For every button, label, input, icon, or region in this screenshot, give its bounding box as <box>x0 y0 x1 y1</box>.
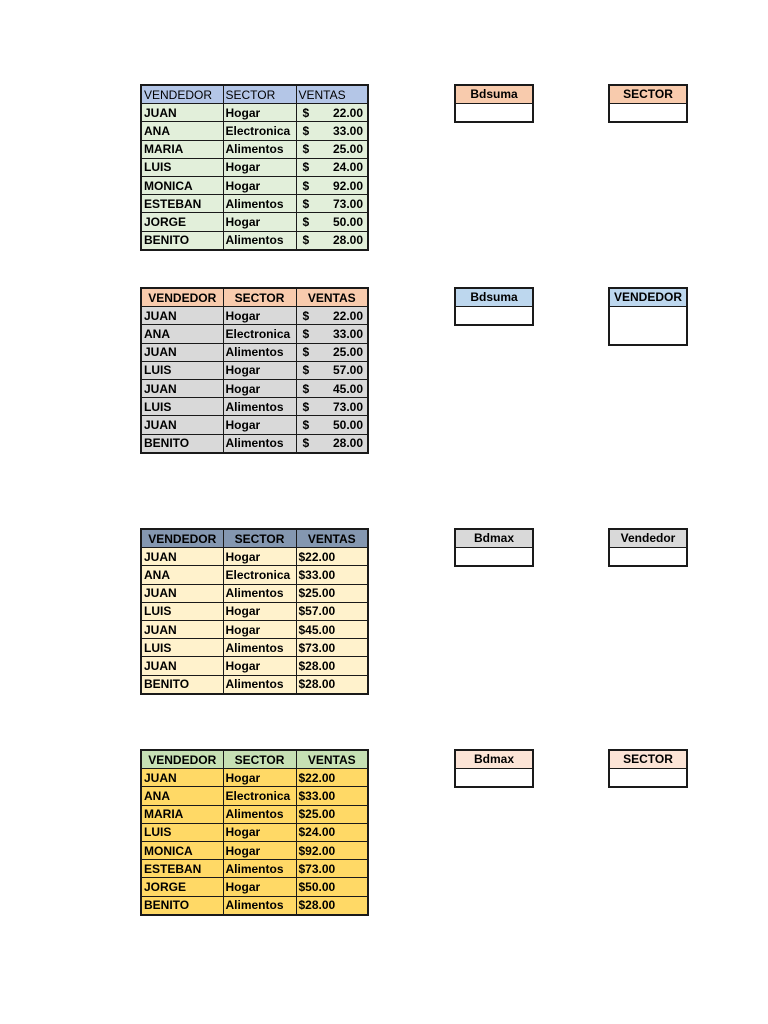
table-row <box>141 307 368 325</box>
header-vendedor[interactable]: VENDEDOR <box>141 288 223 307</box>
cell-sector[interactable]: Hogar <box>223 602 296 620</box>
cell-ventas[interactable]: $57.00 <box>296 602 368 620</box>
cell-vendedor[interactable]: JORGE <box>141 213 223 231</box>
currency-value <box>299 179 366 193</box>
cell-sector[interactable]: Alimentos <box>223 675 296 694</box>
table-row <box>141 657 368 675</box>
currency-symbol: $ <box>302 214 310 229</box>
cell-vendedor[interactable]: ANA <box>141 787 223 805</box>
amount: 22.00 <box>332 105 363 120</box>
criteria-label[interactable]: SECTOR <box>610 751 686 769</box>
cell-sector[interactable]: Hogar <box>223 416 296 434</box>
header-sector[interactable]: SECTOR <box>223 529 296 548</box>
cell-ventas[interactable]: $33.00 <box>296 566 368 584</box>
header-row <box>141 529 368 548</box>
cell-sector[interactable]: Electronica <box>223 122 296 140</box>
criteria-value-cell[interactable] <box>610 769 686 786</box>
table-row <box>141 675 368 694</box>
cell-vendedor[interactable]: JUAN <box>141 620 223 638</box>
currency-symbol: $ <box>302 160 310 175</box>
cell-sector[interactable]: Alimentos <box>223 434 296 453</box>
amount: 28.00 <box>332 436 363 451</box>
criteria-label[interactable]: VENDEDOR <box>610 289 686 307</box>
amount: 57.00 <box>332 363 363 378</box>
cell-ventas[interactable]: $45.00 <box>296 620 368 638</box>
amount: 45.00 <box>332 381 363 396</box>
amount: 25.00 <box>332 142 363 157</box>
currency-symbol: $ <box>302 381 310 396</box>
table-row <box>141 434 368 453</box>
table-row <box>141 343 368 361</box>
currency-symbol: $ <box>302 436 310 451</box>
cell-ventas[interactable] <box>296 176 368 194</box>
header-sector[interactable]: SECTOR <box>223 288 296 307</box>
cell-sector[interactable]: Hogar <box>223 657 296 675</box>
table-row <box>141 566 368 584</box>
cell-ventas[interactable] <box>296 379 368 397</box>
cell-ventas[interactable]: $28.00 <box>296 675 368 694</box>
currency-value <box>299 400 366 414</box>
criteria-label[interactable]: SECTOR <box>610 86 686 104</box>
cell-ventas[interactable] <box>296 104 368 122</box>
header-ventas[interactable]: VENTAS <box>296 85 368 104</box>
sales-table-4 <box>140 749 369 916</box>
cell-ventas[interactable] <box>296 122 368 140</box>
cell-ventas[interactable] <box>296 398 368 416</box>
criteria-value-cell[interactable] <box>610 548 686 565</box>
currency-symbol: $ <box>302 363 310 378</box>
cell-ventas[interactable]: $33.00 <box>296 787 368 805</box>
amount: 92.00 <box>332 178 363 193</box>
amount: 24.00 <box>332 160 363 175</box>
currency-value <box>299 233 366 247</box>
header-ventas[interactable]: VENTAS <box>296 529 368 548</box>
table-row <box>141 231 368 250</box>
cell-vendedor[interactable]: JUAN <box>141 343 223 361</box>
cell-ventas[interactable]: $25.00 <box>296 584 368 602</box>
cell-sector[interactable]: Hogar <box>223 769 296 787</box>
currency-symbol: $ <box>302 399 310 414</box>
table-row <box>141 176 368 194</box>
currency-symbol: $ <box>302 142 310 157</box>
header-row <box>141 750 368 769</box>
currency-value <box>299 436 366 450</box>
criteria-box-bdmax-4 <box>454 749 534 788</box>
amount: 50.00 <box>332 214 363 229</box>
cell-sector[interactable]: Alimentos <box>223 398 296 416</box>
cell-ventas[interactable]: $92.00 <box>296 841 368 859</box>
header-vendedor[interactable]: VENDEDOR <box>141 85 223 104</box>
cell-vendedor[interactable]: JUAN <box>141 657 223 675</box>
cell-vendedor[interactable]: ANA <box>141 122 223 140</box>
cell-sector[interactable]: Alimentos <box>223 639 296 657</box>
cell-vendedor[interactable]: ANA <box>141 325 223 343</box>
currency-symbol: $ <box>302 178 310 193</box>
currency-value <box>299 363 366 377</box>
cell-vendedor[interactable]: JUAN <box>141 548 223 566</box>
currency-value <box>299 215 366 229</box>
table-row <box>141 860 368 878</box>
table-row <box>141 398 368 416</box>
cell-vendedor[interactable]: JUAN <box>141 379 223 397</box>
table-row <box>141 104 368 122</box>
cell-ventas[interactable] <box>296 307 368 325</box>
cell-sector[interactable]: Hogar <box>223 823 296 841</box>
cell-ventas[interactable]: $22.00 <box>296 769 368 787</box>
sales-table-3 <box>140 528 369 695</box>
cell-sector[interactable]: Hogar <box>223 361 296 379</box>
criteria-box-sector-4 <box>608 749 688 788</box>
cell-vendedor[interactable]: BENITO <box>141 434 223 453</box>
cell-sector[interactable]: Hogar <box>223 620 296 638</box>
cell-ventas[interactable] <box>296 325 368 343</box>
cell-vendedor[interactable]: LUIS <box>141 823 223 841</box>
criteria-label[interactable]: Vendedor <box>610 530 686 548</box>
cell-sector[interactable]: Hogar <box>223 307 296 325</box>
currency-value <box>299 106 366 120</box>
currency-value <box>299 197 366 211</box>
cell-vendedor[interactable]: BENITO <box>141 675 223 694</box>
cell-ventas[interactable] <box>296 158 368 176</box>
cell-vendedor[interactable]: JUAN <box>141 104 223 122</box>
cell-sector[interactable]: Alimentos <box>223 195 296 213</box>
cell-vendedor[interactable]: JUAN <box>141 584 223 602</box>
cell-ventas[interactable]: $73.00 <box>296 639 368 657</box>
cell-sector[interactable]: Alimentos <box>223 860 296 878</box>
cell-ventas[interactable]: $28.00 <box>296 896 368 915</box>
cell-sector[interactable]: Hogar <box>223 878 296 896</box>
cell-sector[interactable]: Hogar <box>223 176 296 194</box>
table-row <box>141 823 368 841</box>
cell-sector[interactable]: Hogar <box>223 379 296 397</box>
criteria-value-cell[interactable] <box>610 104 686 121</box>
cell-vendedor[interactable]: JUAN <box>141 416 223 434</box>
cell-vendedor[interactable]: ESTEBAN <box>141 195 223 213</box>
currency-symbol: $ <box>302 308 310 323</box>
criteria-label[interactable]: Bdsuma <box>456 289 532 307</box>
cell-ventas[interactable] <box>296 195 368 213</box>
cell-vendedor[interactable]: MONICA <box>141 176 223 194</box>
cell-sector[interactable]: Hogar <box>223 158 296 176</box>
criteria-box-bdsuma-2 <box>454 287 534 326</box>
amount: 33.00 <box>332 123 363 138</box>
table-row <box>141 195 368 213</box>
header-vendedor[interactable]: VENDEDOR <box>141 750 223 769</box>
criteria-value-cell[interactable] <box>456 548 532 565</box>
criteria-box-vendedor-3 <box>608 528 688 567</box>
amount: 22.00 <box>332 308 363 323</box>
cell-sector[interactable]: Alimentos <box>223 805 296 823</box>
header-vendedor[interactable]: VENDEDOR <box>141 529 223 548</box>
currency-value <box>299 124 366 138</box>
cell-vendedor[interactable]: BENITO <box>141 231 223 250</box>
cell-vendedor[interactable]: LUIS <box>141 639 223 657</box>
cell-sector[interactable]: Electronica <box>223 566 296 584</box>
currency-value <box>299 382 366 396</box>
table-row <box>141 769 368 787</box>
amount: 25.00 <box>332 345 363 360</box>
cell-ventas[interactable] <box>296 361 368 379</box>
table-row <box>141 896 368 915</box>
currency-value <box>299 418 366 432</box>
amount: 73.00 <box>332 196 363 211</box>
currency-symbol: $ <box>302 233 310 248</box>
table-row <box>141 416 368 434</box>
currency-value <box>299 142 366 156</box>
sales-table-2 <box>140 287 369 454</box>
currency-value <box>299 327 366 341</box>
cell-ventas[interactable]: $25.00 <box>296 805 368 823</box>
table-row <box>141 841 368 859</box>
header-sector[interactable]: SECTOR <box>223 85 296 104</box>
cell-ventas[interactable]: $24.00 <box>296 823 368 841</box>
header-ventas[interactable]: VENTAS <box>296 288 368 307</box>
table-row <box>141 361 368 379</box>
currency-value <box>299 309 366 323</box>
currency-symbol: $ <box>302 326 310 341</box>
criteria-value-cell[interactable] <box>456 104 532 121</box>
cell-vendedor[interactable]: JUAN <box>141 307 223 325</box>
table-row <box>141 158 368 176</box>
cell-sector[interactable]: Alimentos <box>223 343 296 361</box>
table-row <box>141 548 368 566</box>
table-row <box>141 602 368 620</box>
table-row <box>141 140 368 158</box>
header-row <box>141 288 368 307</box>
criteria-value-cell[interactable] <box>456 769 532 786</box>
amount: 33.00 <box>332 326 363 341</box>
cell-vendedor[interactable]: LUIS <box>141 158 223 176</box>
cell-ventas[interactable] <box>296 434 368 453</box>
cell-vendedor[interactable]: BENITO <box>141 896 223 915</box>
criteria-value-cell[interactable] <box>610 307 686 344</box>
cell-sector[interactable]: Electronica <box>223 325 296 343</box>
table-row <box>141 878 368 896</box>
sales-table-1 <box>140 84 369 251</box>
currency-symbol: $ <box>302 196 310 211</box>
criteria-label[interactable]: Bdmax <box>456 530 532 548</box>
currency-value <box>299 345 366 359</box>
cell-vendedor[interactable]: MARIA <box>141 140 223 158</box>
currency-symbol: $ <box>302 123 310 138</box>
cell-ventas[interactable]: $22.00 <box>296 548 368 566</box>
cell-vendedor[interactable]: JORGE <box>141 878 223 896</box>
criteria-label[interactable]: Bdsuma <box>456 86 532 104</box>
cell-vendedor[interactable]: ANA <box>141 566 223 584</box>
cell-sector[interactable]: Alimentos <box>223 584 296 602</box>
cell-sector[interactable]: Alimentos <box>223 231 296 250</box>
amount: 50.00 <box>332 417 363 432</box>
cell-ventas[interactable] <box>296 416 368 434</box>
cell-vendedor[interactable]: JUAN <box>141 769 223 787</box>
criteria-box-sector-1 <box>608 84 688 123</box>
cell-sector[interactable]: Alimentos <box>223 140 296 158</box>
cell-vendedor[interactable]: MARIA <box>141 805 223 823</box>
currency-value <box>299 160 366 174</box>
currency-symbol: $ <box>302 345 310 360</box>
amount: 28.00 <box>332 233 363 248</box>
header-sector[interactable]: SECTOR <box>223 750 296 769</box>
cell-ventas[interactable]: $28.00 <box>296 657 368 675</box>
criteria-value-cell[interactable] <box>456 307 532 324</box>
cell-sector[interactable]: Electronica <box>223 787 296 805</box>
table-row <box>141 213 368 231</box>
criteria-box-vendedor-2 <box>608 287 688 346</box>
table-row <box>141 122 368 140</box>
criteria-label[interactable]: Bdmax <box>456 751 532 769</box>
cell-vendedor[interactable]: ESTEBAN <box>141 860 223 878</box>
cell-ventas[interactable] <box>296 231 368 250</box>
table-row <box>141 620 368 638</box>
criteria-box-bdmax-3 <box>454 528 534 567</box>
cell-sector[interactable]: Hogar <box>223 213 296 231</box>
criteria-box-bdsuma-1 <box>454 84 534 123</box>
table-row <box>141 639 368 657</box>
cell-vendedor[interactable]: LUIS <box>141 361 223 379</box>
amount: 73.00 <box>332 399 363 414</box>
cell-ventas[interactable] <box>296 343 368 361</box>
cell-ventas[interactable]: $73.00 <box>296 860 368 878</box>
table-row <box>141 584 368 602</box>
cell-sector[interactable]: Alimentos <box>223 896 296 915</box>
table-row <box>141 787 368 805</box>
cell-ventas[interactable] <box>296 213 368 231</box>
cell-sector[interactable]: Hogar <box>223 548 296 566</box>
cell-vendedor[interactable]: LUIS <box>141 398 223 416</box>
cell-ventas[interactable] <box>296 140 368 158</box>
currency-symbol: $ <box>302 417 310 432</box>
cell-vendedor[interactable]: LUIS <box>141 602 223 620</box>
cell-sector[interactable]: Hogar <box>223 104 296 122</box>
currency-symbol: $ <box>302 105 310 120</box>
table-row <box>141 805 368 823</box>
cell-vendedor[interactable]: MONICA <box>141 841 223 859</box>
table-row <box>141 379 368 397</box>
header-ventas[interactable]: VENTAS <box>296 750 368 769</box>
table-row <box>141 325 368 343</box>
cell-sector[interactable]: Hogar <box>223 841 296 859</box>
cell-ventas[interactable]: $50.00 <box>296 878 368 896</box>
header-row <box>141 85 368 104</box>
